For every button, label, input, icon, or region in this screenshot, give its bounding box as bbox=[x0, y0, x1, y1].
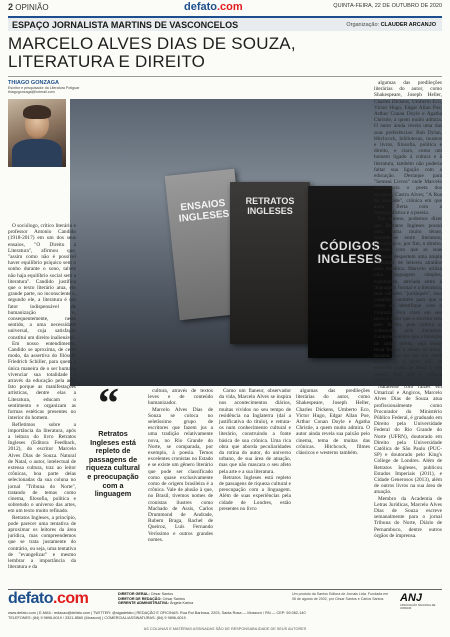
paragraph: O sociólogo, crítico literário e professor Antonio Candido (1918-2017) em um dos seus ensaios, "O Direito à Literatura", afirmou que, "assim como não é possível haver equilíbrio psíquico sem o sonho durante o sono, talvez não haja equilíbrio social sem a literatura". Candido justifica que o texto literário atua, em grande parte, no inconsciente e, segundo ele, a literatura é um fator indispensável de humanização e, consequentemente, neste sentido, a uma necessidade universal, cuja satisfação constitui um direito inalienável. bbox=[8, 223, 76, 341]
book-title-retratos: RETRATOS INGLESES bbox=[245, 196, 295, 216]
organizer-name: CLAUDER ARCANJO bbox=[380, 21, 436, 28]
section-name: OPINIÃO bbox=[15, 3, 49, 12]
author-photo bbox=[8, 99, 66, 167]
section-bar bbox=[8, 16, 442, 31]
date-line: QUINTA-FEIRA, 22 DE OUTUBRO DE 2020 bbox=[333, 3, 442, 9]
article-column-4 bbox=[296, 388, 370, 586]
footer-logo bbox=[8, 590, 88, 608]
contact-line-2: TELEFONES: (84) 9 9896-6019 / 3321-8560 (Mossoró) | COMERCIAL/ASSINATURAS: (84) 9 9896-6019 bbox=[8, 616, 186, 620]
section-title: ESPAÇO JORNALISTA MARTINS DE VASCONCELOS bbox=[12, 19, 239, 30]
paragraph: Marcelo Alves Dias de Souza se coloca no seletíssimo grupo de escritores que fazem jus a uma tradição relativamente nova, no Rio Grande do Norte, se comparada, por exemplo, à poesia. Temos excelentes cronistas no Estado e se existe um gênero literário que pode ser classificado como quase exclusivamente como de origem brasileira é a crônica. Vale de alusão à que, no Brasil, tivemos nomes de cronistas ilustres como Machado de Assis, Carlos Drummond de Andrade, Rubem Braga, Rachel de Queiroz, Luís Fernando Veríssimo e outros grandes nomes. bbox=[148, 406, 213, 543]
brand-logo bbox=[184, 1, 243, 13]
anj-logo bbox=[400, 592, 442, 610]
paragraph: Retratos Ingleses, a princípio, pode parecer uma tentativa de aproximar os leitores da área jurídica, mas compreendemos que se trata justamente do contrário, ou seja, uma tentativa de "evangelizar" e mesmo lembrar a importância da literatura e da bbox=[8, 514, 76, 571]
paragraph: Refletimos sobre a importância da literatura, após a leitura do livro Retratos Ingleses (Editora Feedback, 2012), do escritor Marcelo Alves Dias de Souza. Natural de Natal, o autor, intelectual de extensa cultura, traz ao leitor crônicas, boa parte delas selecionadas da sua coluna no jornal "Tribuna do Norte", tratando de temas como cinema, filosofia, política e sobretudo o universo das artes, em um texto muito refinado. bbox=[8, 421, 76, 515]
article-column-3 bbox=[219, 388, 291, 586]
staff-label: DIRETOR GERAL: bbox=[118, 592, 150, 596]
author-name: THIAGO GONZAGA bbox=[8, 80, 60, 86]
footer-contact bbox=[8, 611, 442, 621]
book-title-ensaios: ENSAIOS INGLESES bbox=[178, 197, 230, 225]
staff-value: Ângela Karina bbox=[169, 601, 194, 606]
footer-logo-main: defato bbox=[8, 590, 53, 607]
headline-divider bbox=[8, 76, 442, 77]
anj-sub: ASSOCIAÇÃO NACIONAL DE JORNAIS bbox=[400, 604, 436, 610]
author-email: thiagogonzaga@hotmail.com bbox=[8, 90, 55, 95]
book-cover-retratos bbox=[230, 182, 310, 344]
staff-label: DIRETOR DE REDAÇÃO: bbox=[118, 596, 162, 601]
paragraph: algumas das predileções literárias do autor, como Shakespeare, Joseph Heller, Charles Dickens, Umberto Eco, Victor Hugo, Edgar Allan Poe, Arthur Conan Doyle e Agatha Christie, a quem muito admira. O autor ainda revela sua paixão pelo cinema, tema de muitas das crônicas. Hitchcock, filmes clássicos e westerns também. bbox=[296, 388, 370, 457]
author-byline bbox=[8, 80, 88, 95]
brand-suffix: .com bbox=[217, 1, 243, 13]
page-header bbox=[0, 0, 450, 14]
headline-line-1: MARCELO ALVES DIAS DE SOUZA, bbox=[8, 34, 296, 53]
article-headline bbox=[8, 35, 448, 71]
headline-line-2: LITERATURA E DIREITO bbox=[8, 52, 206, 71]
page-section-label bbox=[8, 2, 49, 12]
paragraph: Em nosso entendimento, Candido se aproxima, de certo modo, da assertiva do filósofo Friedrich Schiller, para quem a única maneira de o ser humano vivenciar sua totalidade e através da educação pela arte. Isto porque as manifestações artísticas, dentre elas a Literatura, educam o sentimento e organizam as formas estéticas presentes no interior do homem. bbox=[8, 340, 76, 422]
staff-label: GERENTE ADMINISTRATIVA: bbox=[118, 601, 169, 606]
organizer bbox=[346, 22, 436, 28]
book-title-codigos: CÓDIGOS INGLESES bbox=[317, 239, 383, 266]
pull-quote: Retratos Ingleses está repleto de passagens de riqueza cultural e preocupação com a linguagem bbox=[86, 429, 140, 499]
photo-shirt bbox=[12, 139, 62, 167]
paragraph: Como um flaneur, observador da vida, Marcelo Alves se inspira nos acontecimentos diários, muitas vividos no seu tempo de residência na Inglaterra (daí a justificativa do título), e retrata-os num conhecimento cultural e literário, construindo a fonte básica de sua crônica. Uma rica obra que aborda peculiaridades da rotina do autor, do universo urbano, de sua área de atuação, mas que não mascara o seu afeto pela arte e a sua literatura. bbox=[219, 388, 291, 475]
staff-line bbox=[118, 601, 258, 606]
paragraph: Retratos Ingleses está repleto de passagens de riqueza cultural e preocupação com a linguagem. Além de suas experiências pela cidade de Londres, estão presentes no livro bbox=[219, 474, 291, 512]
contact-line-1: www.defato.com | E-MAIL: redacao@defato.com | TWITTER: @sigadefato | REDAÇÃO E OFICINAS: Rua Rui Barbosa, 2203, Santa Rosa — Mossoró / RN — CEP: 59.062-140 bbox=[8, 611, 306, 615]
article-column-2 bbox=[148, 388, 213, 586]
brand-main: defato bbox=[184, 1, 217, 13]
paragraph: Membro da Academia de Letras Jurídicas, Marcelo Alves Dias de Souza escreve semanalmente para o jornal Tribuna do Norte, Diário de Pernambuco, dentre outros órgãos de imprensa. bbox=[374, 495, 442, 539]
paragraph: Natalense com raízes em Umarizal e Angicos, Marcelo Alves Dias de Souza atua profissionalmente como Procurador do Ministério Público Federal, é graduado em Direito pela Universidade Federal do Rio Grande do Norte (UFRN), doutorado em Direito pela Universidade Católica de São Paulo (PUC-SP) e doutorado pelo King's College de Londres. Além de Retratos Ingleses, publicou Estados Imperiais (2011), e Cidade Generosos (2013), além de outros livros na sua área de atuação. bbox=[374, 383, 442, 496]
paragraph: cultura, através de textos leves e de conteúdo humanizador. bbox=[148, 388, 213, 407]
page-number: 2 bbox=[8, 2, 14, 12]
article-column-right bbox=[374, 80, 442, 584]
author-bio: Escritor e pesquisador da Literatura Potiguar bbox=[8, 86, 80, 90]
staff-value: César Santos bbox=[150, 592, 174, 596]
quote-mark-icon: “ bbox=[98, 381, 119, 427]
organizer-label: Organização: bbox=[346, 21, 380, 28]
staff-value: César Santos bbox=[162, 596, 185, 601]
paragraph: Em síntese, podemos dizer que Retratos Ingleses possui uma linha muito tênue, situando-se entre literatura, jornalismo e, por fim, o direito, fazendo com que as suas crônicas despertem uma ampla variedade de leitores atraídos pela temática. Marcelo utiliza uma linguagem simples, espontânea, atrelada entre a linguagem formal e a literatura, sem também "juridiquês", isso contribui também para que o leitor se identifique com o cronista. Fica claro em seu texto o amor que o escritor tem pelo direito, pela cultura e, sobretudo, pela literatura. Compreendemos que a intenção do autor, talvez, seja tentar levar humor e alento ao leitor, mostrar que há um elo entre ambos. E, a partir daí, de escrever como se fosse o seu missão unir arte e ciência jurídica. bbox=[374, 216, 442, 384]
paragraph: algumas das predileções literárias do autor, como Shakespeare, Joseph Heller, Charles Dickens, Umberto Eco, Victor Hugo, Edgar Allan Poe, Arthur Conan Doyle e Agatha Christie, a quem muito admira. O autor ainda revela uma das suas preferências: Bob Dylan, Hitchcock, bibliotecas, museus e livros, filosofia, política e direito, e claro, como um homem ligado à cultura e à literatura, também não poderia faltar sua ligação com a educação. Destaque para "Semeai Livros" onde Marcelo homenageia o poeta dos escravos, Castro Alves; "A Rua da Saudade", crônica em que autor flerta com a memorialística e a poesia. bbox=[374, 80, 442, 217]
footer-staff bbox=[118, 592, 258, 606]
footer-disclaimer: AS COLUNAS E MATÉRIAS ASSINADAS SÃO DE RESPONSABILIDADE DE SEUS AUTORES bbox=[143, 627, 307, 631]
photo-hair bbox=[23, 105, 51, 119]
footer-logo-suffix: .com bbox=[53, 590, 89, 607]
anj-mark: ANJ bbox=[400, 592, 423, 604]
footer-print-note: Um produto da Santos Editora de Jornais Ltda. Fundada em 06 de agosto de 2002, por César Santos e Carlos Santos. bbox=[292, 592, 389, 601]
article-column-1 bbox=[8, 223, 76, 586]
